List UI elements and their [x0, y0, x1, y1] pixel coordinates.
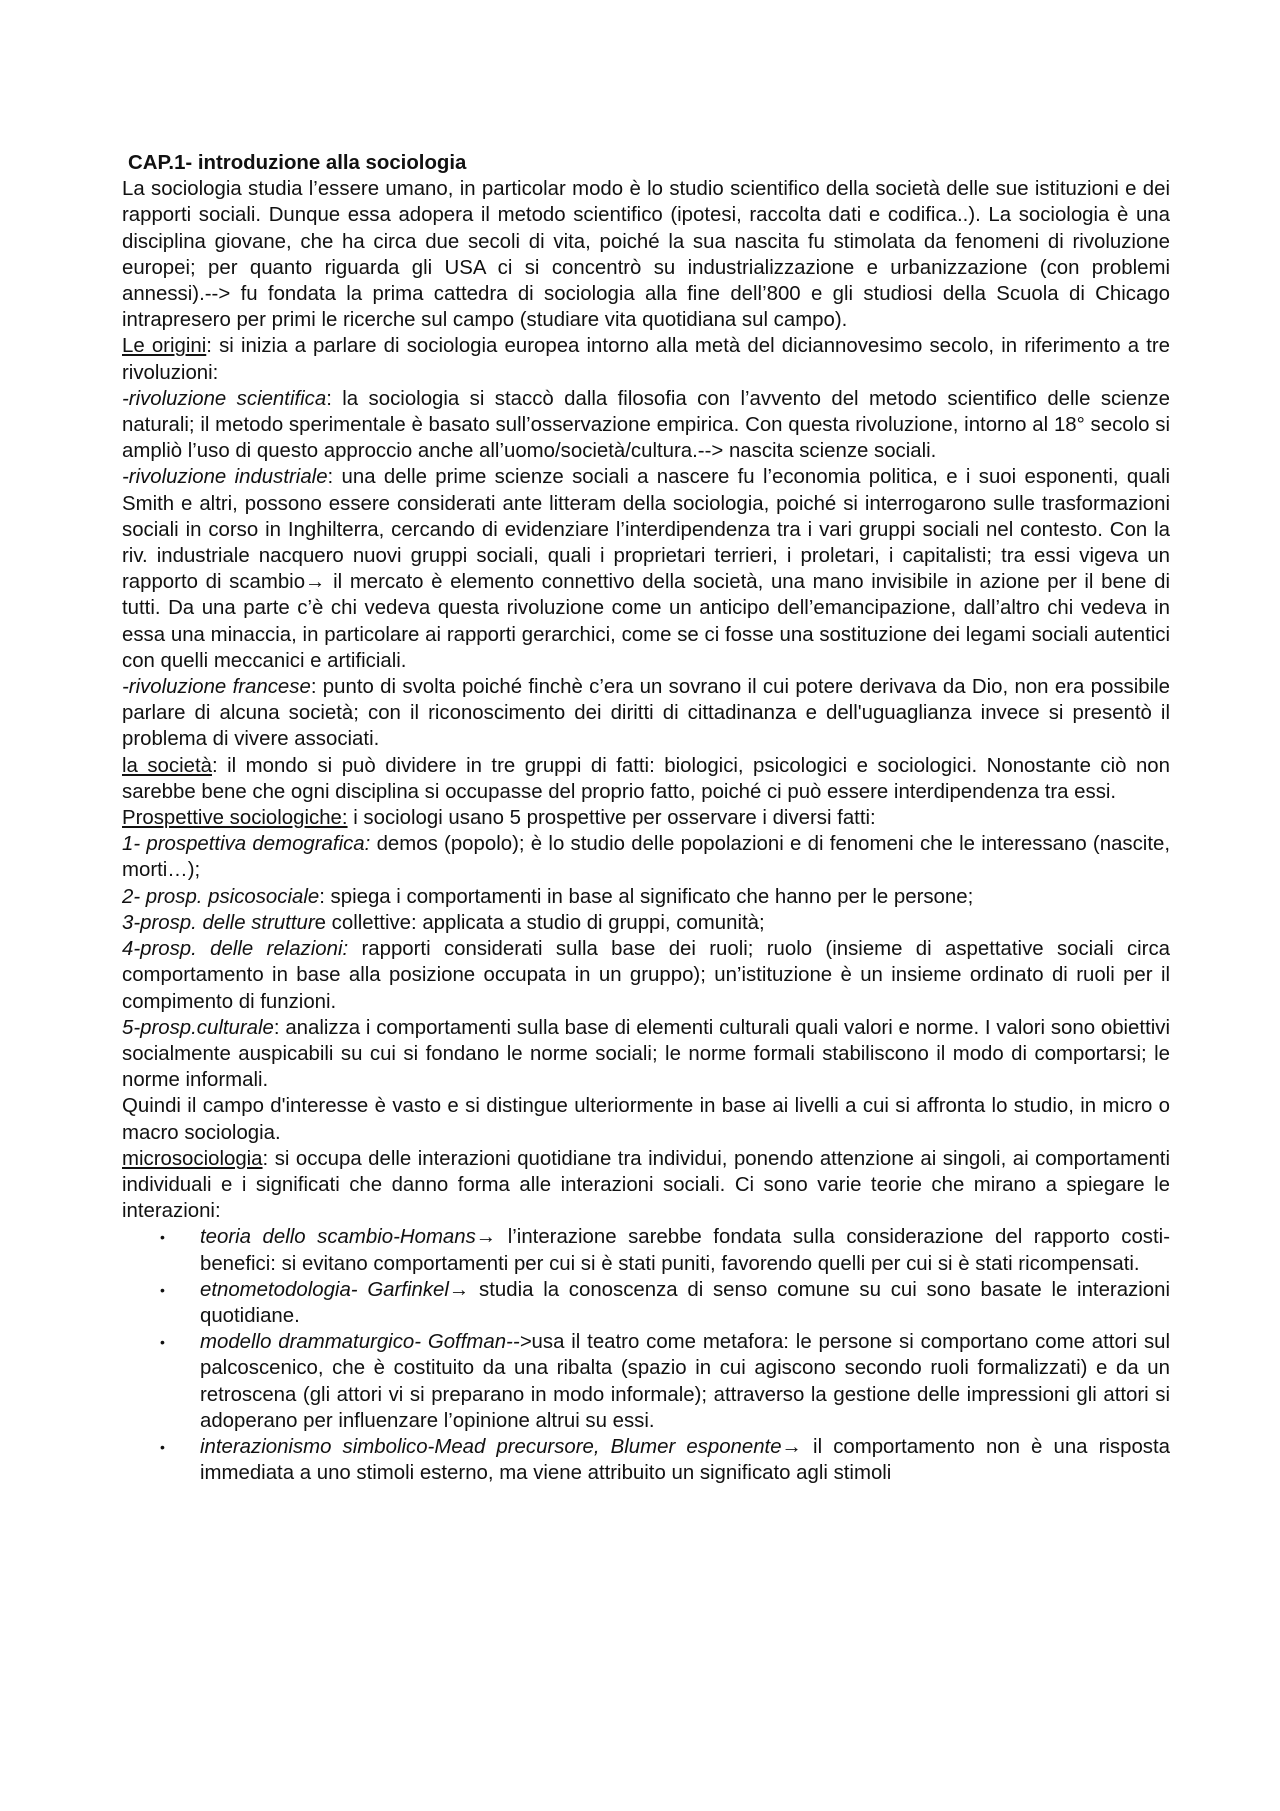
list-item [160, 1329, 1171, 1434]
theory-term: etnometodologia- Garfinkel→ [200, 1278, 470, 1301]
prospettiva-term: 4-prosp. delle relazioni: [122, 938, 349, 961]
prospettiva-text: : spiega i comportamenti in base al significato che hanno per le persone; [319, 885, 974, 908]
theory-text: l’interazione sarebbe fondata sulla considerazione del rapporto costi-benefici: si evitano comportamenti per cui si è stati puniti, favorendo quelli per cui si è stati ricompensati. [200, 1226, 1170, 1275]
theory-text: studia la conoscenza di senso comune su cui sono basate le interazioni quotidiane. [200, 1278, 1170, 1327]
campo-paragraph: Quindi il campo d'interesse è vasto e si distingue ulteriormente in base ai livelli a cui si affronta lo studio, in micro o macro sociologia. [122, 1095, 1170, 1144]
list-item [160, 1434, 1170, 1486]
microsociologia-paragraph [122, 1146, 1170, 1225]
theory-term: teoria dello scambio-Homans→ [200, 1226, 497, 1249]
rivoluzione-text: : una delle prime scienze sociali a nascere fu l’economia politica, e i suoi esponenti, quali Smith e altri, possono essere considerati ante litteram della sociologia, poiché si interrogarono sulle trasformazioni sociali in corso in Inghilterra, cercando di evidenziare l’interdipendenza tra i vari gruppi sociali nel contesto. Con la riv. industriale nacquero nuovi gruppi sociali, quali i proprietari terrieri, i proletari, i capitalisti; tra essi vigeva un rapporto di scambio→ il mercato è elemento connettivo della società, una mano invisibile in azione per il bene di tutti. Da una parte c’è chi vedeva questa rivoluzione come un anticipo dell’emancipazione, dall’altro chi vedeva in essa una minaccia, in particolare ai rapporti gerarchici, come se ci fosse una sostituzione dei legami sociali autentici con quelli meccanici e artificiali. [122, 466, 1171, 672]
microsociologia-text: : si occupa delle interazioni quotidiane tra individui, ponendo attenzione ai singoli, ai comportamenti individuali e i significati che danno forma alle interazioni sociali. Ci sono varie teorie che mirano a spiegare le interazioni: [122, 1147, 1170, 1223]
theory-term: interazionismo simbolico-Mead precursore, Blumer esponente→ [200, 1435, 802, 1458]
rivoluzione-term: -rivoluzione francese [122, 676, 311, 699]
intro-paragraph: La sociologia studia l’essere umano, in particolar modo è lo studio scientifico della società delle sue istituzioni e dei rapporti sociali. Dunque essa adopera il metodo scientifico (ipotesi, raccolta dati e codifica..). La sociologia è una disciplina giovane, che ha circa due secoli di vita, poiché la sua nascita fu stimolata da fenomeni di rivoluzione europei; per quanto riguarda gli USA ci si concentrò su industrializzazione e urbanizzazione (con problemi annessi).--> fu fondata la prima cattedra di sociologia alla fine dell’800 e gli studiosi della Scuola di Chicago intrapresero per primi le ricerche sul campo (studiare vita quotidiana sul campo). [122, 178, 1170, 332]
bullet-icon: • [160, 1281, 165, 1298]
rivoluzione-scientifica-paragraph [122, 386, 1170, 465]
theory-term: modello drammaturgico- Goffman--> [200, 1331, 532, 1354]
prospettiva-term: 5-prosp.culturale [122, 1016, 274, 1039]
theories-list [122, 1224, 1170, 1486]
rivoluzione-francese-paragraph [122, 674, 1170, 753]
societa-text: : il mondo si può dividere in tre gruppi di fatti: biologici, psicologici e sociologici. Nonostante ciò non sarebbe bene che ogni disciplina si occupasse del proprio fatto, poiché ci può essere interdipendenza tra essi. [122, 754, 1170, 803]
document-page [122, 150, 1170, 1486]
origini-paragraph [122, 333, 1170, 385]
societa-heading: la società [122, 754, 212, 777]
microsociologia-heading: microsociologia [122, 1147, 263, 1170]
origini-heading: Le origini [122, 335, 207, 358]
societa-paragraph [122, 753, 1170, 805]
bullet-icon: • [160, 1229, 165, 1246]
prospettiva-item [122, 936, 1170, 1015]
prospettive-text: i sociologi usano 5 prospettive per osservare i diversi fatti: [347, 807, 876, 830]
origini-text: : si inizia a parlare di sociologia europea intorno alla metà del diciannovesimo secolo, in riferimento a tre rivoluzioni: [122, 335, 1171, 384]
prospettiva-text: demos (popolo); è lo studio delle popolazioni e di fenomeni che le interessano (nascite, morti…); [122, 833, 1170, 882]
prospettiva-item [122, 910, 1170, 936]
theory-text: il comportamento non è una risposta immediata a uno stimoli esterno, ma viene attribuito un significato agli stimoli [200, 1435, 1170, 1485]
theory-text: usa il teatro come metafora: le persone si comportano come attori sul palcoscenico, che è costituito da una ribalta (spazio in cui agiscono secondo ruoli formalizzati) e da un retroscena (gli attori vi si preparano in modo informale); attraverso la gestione delle impressioni gli attori si adoperano per influenzare l’opinione altrui su essi. [200, 1331, 1171, 1432]
prospettiva-term: 3-prosp. delle struttur [122, 911, 315, 934]
bullet-icon: • [160, 1334, 165, 1351]
list-item [160, 1224, 1170, 1276]
rivoluzione-text: : punto di svolta poiché finchè c’era un sovrano il cui potere derivava da Dio, non era possibile parlare di alcuna società; con il riconoscimento dei diritti di cittadinanza e dell'uguaglianza invece si presentò il problema di vivere associati. [122, 676, 1170, 751]
prospettiva-term: 1- prospettiva demografica: [122, 833, 371, 856]
rivoluzione-term: -rivoluzione industriale [122, 466, 328, 489]
list-item [160, 1277, 1170, 1329]
prospettiva-term: 2- prosp. psicosociale [122, 885, 320, 908]
bullet-icon: • [160, 1438, 165, 1455]
prospettiva-text: rapporti considerati sulla base dei ruoli; ruolo (insieme di aspettative sociali circa comportamento in base alla posizione occupata in un gruppo); un’istituzione è un insieme ordinato di ruoli per il compimento di funzioni. [122, 938, 1170, 1013]
prospettiva-text: e collettive: applicata a studio di gruppi, comunità; [314, 911, 765, 934]
rivoluzione-term: -rivoluzione scientifica [122, 387, 327, 410]
chapter-title: CAP.1- introduzione alla sociologia [128, 152, 467, 174]
prospettiva-item [122, 831, 1170, 883]
prospettiva-item [122, 884, 1170, 910]
prospettive-heading: Prospettive sociologiche: [122, 807, 348, 830]
rivoluzione-industriale-paragraph [122, 464, 1170, 674]
prospettiva-item [122, 1015, 1170, 1094]
prospettive-paragraph [122, 805, 1170, 831]
rivoluzione-text: : la sociologia si staccò dalla filosofia con l’avvento del metodo scientifico delle scienze naturali; il metodo sperimentale è basato sull’osservazione empirica. Con questa rivoluzione, intorno al 18° secolo si ampliò l’uso di questo approccio anche all’uomo/società/cultura.--> nascita scienze sociali. [122, 387, 1170, 463]
prospettiva-text: : analizza i comportamenti sulla base di elementi culturali quali valori e norme. I valori sono obiettivi socialmente auspicabili su cui si fondano le norme sociali; le norme formali stabiliscono il modo di comportarsi; le norme informali. [122, 1016, 1170, 1092]
